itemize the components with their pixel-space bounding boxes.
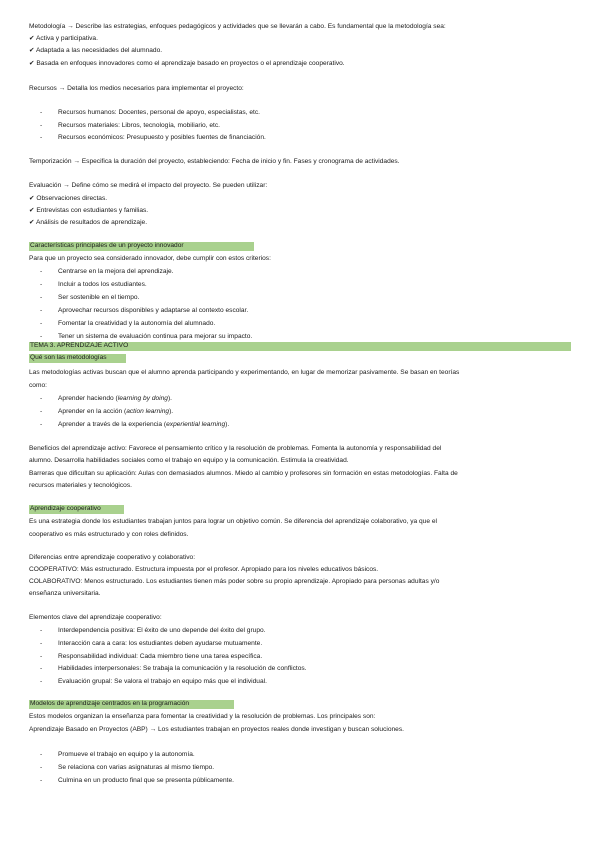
- paragraph-line: Barreras que dificultan su aplicación: Aulas con demasiados alumnos. Miedo al cambio y profesores sin formación en estas metodologías. Falta de: [29, 470, 458, 477]
- bullet-dash: -: [40, 268, 43, 275]
- bullet-dash: -: [40, 665, 43, 672]
- paragraph-line: Es una estrategia donde los estudiantes trabajan juntos para lograr un objetivo común. Se diferencia del aprendizaje colaborativo, ya que el: [29, 518, 437, 525]
- paragraph-line: Beneficios del aprendizaje activo: Favorece el pensamiento crítico y la resolución de problemas. Fomenta la autonomía y responsabilidad del: [29, 445, 442, 452]
- bullet-dash: -: [40, 777, 43, 784]
- list-item: Incluir a todos los estudiantes.: [58, 281, 147, 288]
- list-item: Aprender en la acción (action learning).: [58, 408, 174, 415]
- bullet-dash: -: [40, 395, 43, 402]
- bullet-dash: -: [40, 134, 43, 141]
- paragraph-line: Diferencias entre aprendizaje cooperativo y colaborativo:: [29, 554, 196, 561]
- list-item: Fomentar la creatividad y la autonomía del alumnado.: [58, 320, 216, 327]
- subsection-heading: Qué son las metodologías: [30, 354, 107, 361]
- bullet-dash: -: [40, 109, 43, 116]
- bullet-dash: -: [40, 281, 43, 288]
- bullet-dash: -: [40, 653, 43, 660]
- list-item: ✔ Adaptada a las necesidades del alumnado.: [29, 47, 163, 54]
- metodologia-lead: Metodología → Describe las estrategias, enfoques pedagógicos y actividades que se llevarán a cabo. Es fundamental que la metodología sea:: [29, 23, 446, 30]
- section-heading: Características principales de un proyecto innovador: [30, 242, 184, 249]
- paragraph-line: recursos materiales y tecnológicos.: [29, 482, 132, 489]
- caracteristicas-lead: Para que un proyecto sea considerado innovador, debe cumplir con estos criterios:: [29, 255, 271, 262]
- section-heading: Aprendizaje cooperativo: [30, 505, 101, 512]
- list-item: ✔ Entrevistas con estudiantes y familias.: [29, 207, 149, 214]
- paragraph-line: como:: [29, 382, 47, 389]
- bullet-dash: -: [40, 307, 43, 314]
- list-item: ✔ Análisis de resultados de aprendizaje.: [29, 219, 148, 226]
- list-item: Aprender a través de la experiencia (experiential learning).: [58, 421, 230, 428]
- section-heading: Modelos de aprendizaje centrados en la programación: [30, 700, 190, 707]
- list-item: Aprender haciendo (learning by doing).: [58, 395, 173, 402]
- list-item: Aprovechar recursos disponibles y adaptarse al contexto escolar.: [58, 307, 249, 314]
- abp-line: Aprendizaje Basado en Proyectos (ABP) → Los estudiantes trabajan en proyectos reales donde investigan y buscan soluciones.: [29, 726, 404, 733]
- list-item: Se relaciona con varias asignaturas al mismo tiempo.: [58, 764, 215, 771]
- list-item: ✔ Activa y participativa.: [29, 35, 98, 42]
- list-item: Habilidades interpersonales: Se trabaja la comunicación y la resolución de conflictos.: [58, 665, 307, 672]
- bullet-dash: -: [40, 640, 43, 647]
- paragraph-line: enseñanza universitaria.: [29, 590, 101, 597]
- bullet-dash: -: [40, 122, 43, 129]
- paragraph-line: cooperativo es más estructurado y con roles definidos.: [29, 531, 189, 538]
- paragraph-line: Las metodologías activas buscan que el alumno aprenda participando y experimentando, en lugar de memorizar pasivamente. Se basan en teorías: [29, 369, 460, 376]
- bullet-dash: -: [40, 421, 43, 428]
- list-item: Interacción cara a cara: los estudiantes deben ayudarse mutuamente.: [58, 640, 263, 647]
- section-heading: TEMA 3. APRENDIZAJE ACTIVO: [30, 342, 129, 349]
- bullet-dash: -: [40, 764, 43, 771]
- paragraph-line: COLABORATIVO: Menos estructurado. Los estudiantes tienen más poder sobre su propio aprendizaje. Apropiado para personas adultas y/o: [29, 578, 440, 585]
- elementos-lead: Elementos clave del aprendizaje cooperativo:: [29, 614, 162, 621]
- evaluacion-lead: Evaluación → Define cómo se medirá el impacto del proyecto. Se pueden utilizar:: [29, 182, 268, 189]
- list-item: Tener un sistema de evaluación continua para mejorar su impacto.: [58, 333, 253, 340]
- list-item: Recursos humanos: Docentes, personal de apoyo, especialistas, etc.: [58, 109, 260, 116]
- recursos-lead: Recursos → Detalla los medios necesarios para implementar el proyecto:: [29, 85, 244, 92]
- list-item: Centrarse en la mejora del aprendizaje.: [58, 268, 174, 275]
- list-item: Evaluación grupal: Se valora el trabajo en equipo más que el individual.: [58, 678, 267, 685]
- list-item: Culmina en un producto final que se presenta públicamente.: [58, 777, 234, 784]
- bullet-dash: -: [40, 627, 43, 634]
- list-item: ✔ Observaciones directas.: [29, 195, 108, 202]
- list-item: Ser sostenible en el tiempo.: [58, 294, 140, 301]
- bullet-dash: -: [40, 320, 43, 327]
- paragraph-line: COOPERATIVO: Más estructurado. Estructura impuesta por el profesor. Apropiado para los niveles educativos básicos.: [29, 566, 379, 573]
- list-item: ✔ Basada en enfoques innovadores como el aprendizaje basado en proyectos o el aprendizaje cooperativo.: [29, 60, 345, 67]
- list-item: Interdependencia positiva: El éxito de uno depende del éxito del grupo.: [58, 627, 266, 634]
- list-item: Promueve el trabajo en equipo y la autonomía.: [58, 751, 195, 758]
- bullet-dash: -: [40, 333, 43, 340]
- bullet-dash: -: [40, 294, 43, 301]
- list-item: Recursos económicos: Presupuesto y posibles fuentes de financiación.: [58, 134, 266, 141]
- list-item: Recursos materiales: Libros, tecnología, mobiliario, etc.: [58, 122, 220, 129]
- paragraph-line: alumno. Desarrolla habilidades sociales como el trabajo en equipo y la comunicación. Estimula la creatividad.: [29, 457, 349, 464]
- bullet-dash: -: [40, 408, 43, 415]
- list-item: Responsabilidad individual: Cada miembro tiene una tarea específica.: [58, 653, 263, 660]
- bullet-dash: -: [40, 678, 43, 685]
- modelos-lead: Estos modelos organizan la enseñanza para fomentar la creatividad y la resolución de problemas. Los principales son:: [29, 713, 376, 720]
- bullet-dash: -: [40, 751, 43, 758]
- temporizacion-text: Temporización → Especifica la duración del proyecto, estableciendo: Fecha de inicio y fin. Fases y cronograma de actividades.: [29, 158, 400, 165]
